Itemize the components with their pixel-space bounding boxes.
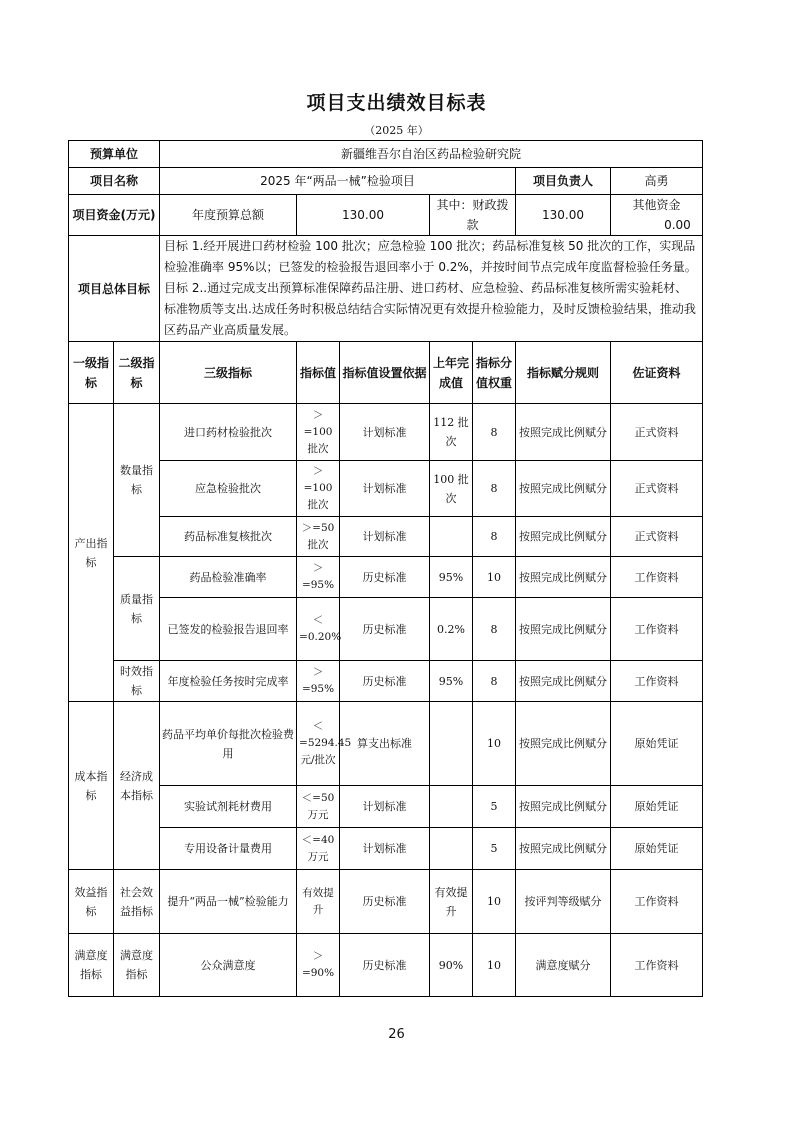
group-economic: 经济成本指标 bbox=[114, 702, 160, 870]
project-name-row bbox=[69, 168, 703, 195]
project-funds-label: 项目资金(万元) bbox=[69, 195, 160, 236]
indicator-weight: 5 bbox=[473, 786, 516, 828]
indicator-basis: 计划标准 bbox=[340, 517, 430, 557]
indicator-name: 公众满意度 bbox=[160, 934, 297, 997]
header-evidence: 佐证资料 bbox=[611, 342, 703, 404]
annual-budget-value: 130.00 bbox=[297, 195, 430, 236]
indicator-value: ＞=100批次 bbox=[297, 404, 340, 461]
group-satisfaction-level2: 满意度指标 bbox=[114, 934, 160, 997]
indicator-name: 已签发的检验报告退回率 bbox=[160, 598, 297, 661]
indicator-basis: 历史标准 bbox=[340, 598, 430, 661]
indicator-weight: 10 bbox=[473, 702, 516, 786]
indicator-last-year: 100 批次 bbox=[430, 461, 473, 517]
overall-goal-row bbox=[69, 236, 703, 342]
indicator-evidence: 原始凭证 bbox=[611, 828, 703, 870]
indicator-value: ＞=90% bbox=[297, 934, 340, 997]
page-subtitle: （2025 年） bbox=[364, 124, 429, 137]
indicator-rule: 按照完成比例赋分 bbox=[516, 461, 611, 517]
indicator-rule: 按照完成比例赋分 bbox=[516, 661, 611, 702]
indicator-weight: 10 bbox=[473, 557, 516, 598]
indicator-rule: 按照完成比例赋分 bbox=[516, 598, 611, 661]
table-row bbox=[69, 702, 703, 786]
table-row bbox=[69, 786, 703, 828]
indicator-value: ＞=50批次 bbox=[297, 517, 340, 557]
indicator-basis: 历史标准 bbox=[340, 557, 430, 598]
other-funds-cell bbox=[611, 195, 703, 236]
group-social: 社会效益指标 bbox=[114, 870, 160, 934]
project-funds-row bbox=[69, 195, 703, 236]
project-name-label: 项目名称 bbox=[69, 168, 160, 195]
performance-table bbox=[68, 140, 703, 997]
indicator-basis: 历史标准 bbox=[340, 661, 430, 702]
page-number: 26 bbox=[388, 1027, 405, 1042]
project-leader-value: 高勇 bbox=[611, 168, 703, 195]
indicator-evidence: 工作资料 bbox=[611, 598, 703, 661]
indicator-value: ＞=95% bbox=[297, 661, 340, 702]
indicator-evidence: 正式资料 bbox=[611, 517, 703, 557]
indicator-name: 进口药材检验批次 bbox=[160, 404, 297, 461]
indicator-weight: 5 bbox=[473, 828, 516, 870]
fiscal-funds-value: 130.00 bbox=[516, 195, 611, 236]
project-name-value: 2025 年“两品一械”检验项目 bbox=[160, 168, 516, 195]
indicator-name: 专用设备计量费用 bbox=[160, 828, 297, 870]
indicator-evidence: 工作资料 bbox=[611, 557, 703, 598]
overall-goal-text bbox=[160, 236, 703, 342]
group-benefit: 效益指标 bbox=[69, 870, 114, 934]
indicator-rule: 按评判等级赋分 bbox=[516, 870, 611, 934]
indicator-weight: 8 bbox=[473, 461, 516, 517]
indicator-rule: 按照完成比例赋分 bbox=[516, 404, 611, 461]
indicator-weight: 8 bbox=[473, 661, 516, 702]
header-basis: 指标值设置依据 bbox=[340, 342, 430, 404]
indicator-name: 药品标准复核批次 bbox=[160, 517, 297, 557]
indicator-weight: 10 bbox=[473, 934, 516, 997]
indicator-last-year: 0.2% bbox=[430, 598, 473, 661]
indicator-last-year: 有效提升 bbox=[430, 870, 473, 934]
indicator-basis: 算支出标准 bbox=[340, 702, 430, 786]
other-funds-label: 其他资金 bbox=[632, 198, 681, 212]
indicator-value: ＞=100批次 bbox=[297, 461, 340, 517]
header-level2: 二级指标 bbox=[114, 342, 160, 404]
indicator-last-year bbox=[430, 786, 473, 828]
indicator-evidence: 原始凭证 bbox=[611, 786, 703, 828]
project-leader-label: 项目负责人 bbox=[516, 168, 611, 195]
indicator-weight: 8 bbox=[473, 598, 516, 661]
indicator-evidence: 工作资料 bbox=[611, 934, 703, 997]
table-row bbox=[69, 661, 703, 702]
indicator-weight: 10 bbox=[473, 870, 516, 934]
table-row bbox=[69, 828, 703, 870]
group-cost: 成本指标 bbox=[69, 702, 114, 870]
indicator-basis: 计划标准 bbox=[340, 461, 430, 517]
group-output: 产出指标 bbox=[69, 404, 114, 702]
goal-1-text: 目标 1.经开展进口药材检验 100 批次；应急检验 100 批次；药品标准复核 50 批次的工作，实现品检验准确率 95%以；已签发的检验报告退回率小于 0.2%，并按时间节点完成年度监督检验任务量。 bbox=[164, 239, 697, 274]
indicator-evidence: 工作资料 bbox=[611, 661, 703, 702]
table-row bbox=[69, 557, 703, 598]
indicator-last-year: 95% bbox=[430, 557, 473, 598]
indicator-last-year bbox=[430, 517, 473, 557]
indicator-rule: 满意度赋分 bbox=[516, 934, 611, 997]
indicator-weight: 8 bbox=[473, 517, 516, 557]
table-row bbox=[69, 934, 703, 997]
header-value: 指标值 bbox=[297, 342, 340, 404]
indicator-value: ＜=40万元 bbox=[297, 828, 340, 870]
indicator-basis: 计划标准 bbox=[340, 828, 430, 870]
indicator-rule: 按照完成比例赋分 bbox=[516, 786, 611, 828]
budget-unit-row bbox=[69, 141, 703, 168]
indicator-header-row bbox=[69, 342, 703, 404]
header-last-year: 上年完成值 bbox=[430, 342, 473, 404]
indicator-rule: 按照完成比例赋分 bbox=[516, 557, 611, 598]
indicator-last-year: 112 批次 bbox=[430, 404, 473, 461]
fiscal-funds-label: 其中：财政拨款 bbox=[430, 195, 516, 236]
indicator-basis: 计划标准 bbox=[340, 404, 430, 461]
indicator-rule: 按照完成比例赋分 bbox=[516, 517, 611, 557]
indicator-value: ＜=0.20% bbox=[297, 598, 340, 661]
table-row bbox=[69, 598, 703, 661]
indicator-basis: 计划标准 bbox=[340, 786, 430, 828]
other-funds-value: 0.00 bbox=[664, 218, 691, 232]
group-timeliness: 时效指标 bbox=[114, 661, 160, 702]
indicator-name: 实验试剂耗材费用 bbox=[160, 786, 297, 828]
annual-budget-label: 年度预算总额 bbox=[160, 195, 297, 236]
group-satisfaction: 满意度指标 bbox=[69, 934, 114, 997]
indicator-last-year: 95% bbox=[430, 661, 473, 702]
indicator-name: 年度检验任务按时完成率 bbox=[160, 661, 297, 702]
indicator-value: ＜=50万元 bbox=[297, 786, 340, 828]
indicator-weight: 8 bbox=[473, 404, 516, 461]
indicator-name: 药品平均单价每批次检验费用 bbox=[160, 702, 297, 786]
group-quality: 质量指标 bbox=[114, 557, 160, 661]
header-level3: 三级指标 bbox=[160, 342, 297, 404]
indicator-value: ＜=5294.45元/批次 bbox=[297, 702, 340, 786]
header-rule: 指标赋分规则 bbox=[516, 342, 611, 404]
header-weight: 指标分值权重 bbox=[473, 342, 516, 404]
budget-unit-label: 预算单位 bbox=[69, 141, 160, 168]
indicator-last-year: 90% bbox=[430, 934, 473, 997]
indicator-last-year bbox=[430, 702, 473, 786]
table-row bbox=[69, 517, 703, 557]
indicator-rule: 按照完成比例赋分 bbox=[516, 702, 611, 786]
indicator-evidence: 原始凭证 bbox=[611, 702, 703, 786]
group-quantity: 数量指标 bbox=[114, 404, 160, 557]
table-row bbox=[69, 870, 703, 934]
indicator-rule: 按照完成比例赋分 bbox=[516, 828, 611, 870]
indicator-evidence: 正式资料 bbox=[611, 404, 703, 461]
indicator-value: ＞=95% bbox=[297, 557, 340, 598]
indicator-last-year bbox=[430, 828, 473, 870]
indicator-name: 提升“两品一械”检验能力 bbox=[160, 870, 297, 934]
indicator-name: 药品检验准确率 bbox=[160, 557, 297, 598]
indicator-name: 应急检验批次 bbox=[160, 461, 297, 517]
indicator-value: 有效提升 bbox=[297, 870, 340, 934]
page-title: 项目支出绩效目标表 bbox=[306, 92, 487, 114]
goal-2-text: 目标 2..通过完成支出预算标准保障药品注册、进口药材、应急检验、药品标准复核所需实验耗材、标准物质等支出.达成任务时积极总结结合实际情况更有效提升检验能力，及时反馈检验结果，推动我区药品产业高质量发展。 bbox=[164, 281, 696, 337]
overall-goal-label: 项目总体目标 bbox=[69, 236, 160, 342]
indicator-evidence: 正式资料 bbox=[611, 461, 703, 517]
table-row bbox=[69, 461, 703, 517]
indicator-basis: 历史标准 bbox=[340, 934, 430, 997]
indicator-evidence: 工作资料 bbox=[611, 870, 703, 934]
table-row bbox=[69, 404, 703, 461]
indicator-basis: 历史标准 bbox=[340, 870, 430, 934]
budget-unit-value: 新疆维吾尔自治区药品检验研究院 bbox=[160, 141, 703, 168]
header-level1: 一级指标 bbox=[69, 342, 114, 404]
